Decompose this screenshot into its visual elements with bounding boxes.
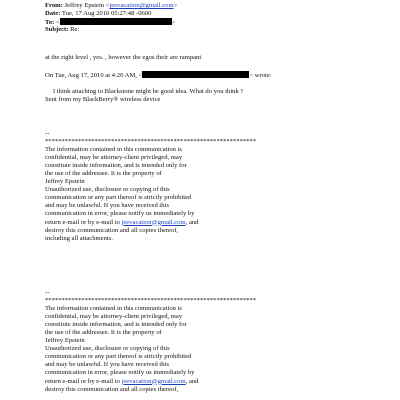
from-close: > [173, 2, 178, 9]
from-email-link[interactable]: jeevacation@gmail.com [109, 2, 174, 9]
notice-line [45, 219, 315, 227]
notice-text: return e-mail or by e-mail to [45, 218, 122, 226]
separator-stars: **************************************************************** [45, 297, 256, 305]
notice-line: communication or any part thereof is strictly prohibited [45, 194, 192, 202]
notice-line: Jeffrey Epstein [45, 178, 85, 186]
email-header [45, 2, 385, 34]
quote-intro-prefix: On Tue, Aug 17, 2010 at 4:20 AM, < [45, 72, 143, 79]
to-redaction [60, 18, 172, 25]
notice-line: the use of the addressee. It is the property of [45, 329, 162, 337]
notice-line: including all attachments. [45, 234, 113, 242]
notice-line: communication in error, please notify us immediately by [45, 369, 195, 377]
from-line [45, 2, 385, 10]
to-label: To: [45, 19, 55, 26]
notice-line: destroy this communication and all copies thereof, [45, 226, 179, 234]
notice-line: and may be unlawful. If you have received this [45, 361, 169, 369]
notice-line: Unauthorized use, disclosure or copying of this [45, 345, 170, 353]
notice-line: communication in error, please notify us immediately by [45, 210, 195, 218]
quoted-text-line-1: I think attaching to Blackstone might be good idea. What do you think ? [53, 88, 244, 95]
quote-intro-suffix: > wrote: [249, 72, 272, 79]
notice-text: , and [185, 218, 199, 226]
notice-text: return e-mail or by e-mail to [45, 377, 122, 385]
date-line [45, 10, 385, 18]
confidentiality-notice-1 [45, 130, 315, 243]
notice-line: Jeffrey Epstein [45, 337, 85, 345]
notice-line: constitute inside information, and is intended only for [45, 321, 187, 329]
notice-line: communication or any part thereof is strictly prohibited [45, 353, 192, 361]
quote-intro [45, 71, 272, 80]
confidentiality-notice-2 [45, 289, 315, 394]
separator-dashes: -- [45, 130, 50, 137]
reply-text: at the right level , yes. , however the egos their are rampant [45, 54, 202, 61]
notice-line: the use of the addressee. It is the property of [45, 170, 162, 178]
notice-line [45, 378, 315, 386]
to-line [45, 18, 385, 26]
subject-label: Subject: [45, 26, 69, 33]
separator-dashes: -- [45, 289, 50, 296]
notice-line-partial: destroy this communication and all copies thereof, [45, 385, 179, 393]
subject-line [45, 26, 385, 34]
notice-line: The information contained in this communication is [45, 305, 182, 313]
quote-sender-redaction [142, 71, 249, 78]
from-name: Jeffrey Epstein < [64, 2, 110, 9]
notice-line: confidential, may be attorney-client privileged, may [45, 313, 183, 321]
notice-line: constitute inside information, and is intended only for [45, 162, 187, 170]
to-open: < [55, 19, 60, 26]
notice-line: and may be unlawful. If you have received this [45, 202, 169, 210]
notice-line: The information contained in this communication is [45, 146, 182, 154]
date-value: Tue, 17 Aug 2010 05:27:48 -0600 [61, 10, 152, 17]
notice-text: , and [185, 377, 199, 385]
date-label: Date: [45, 10, 61, 17]
notice-email-link[interactable]: jeevacation@gmail.com [121, 377, 186, 385]
separator-stars: **************************************************************** [45, 138, 256, 146]
from-label: From: [45, 2, 63, 9]
to-close: > [171, 19, 176, 26]
subject-value: Re: [70, 26, 80, 33]
notice-line: Unauthorized use, disclosure or copying of this [45, 186, 170, 194]
quoted-text-line-2: Sent from my BlackBerry® wireless device [45, 96, 161, 103]
notice-line: confidential, may be attorney-client privileged, may [45, 154, 183, 162]
notice-email-link[interactable]: jeevacation@gmail.com [121, 218, 186, 226]
